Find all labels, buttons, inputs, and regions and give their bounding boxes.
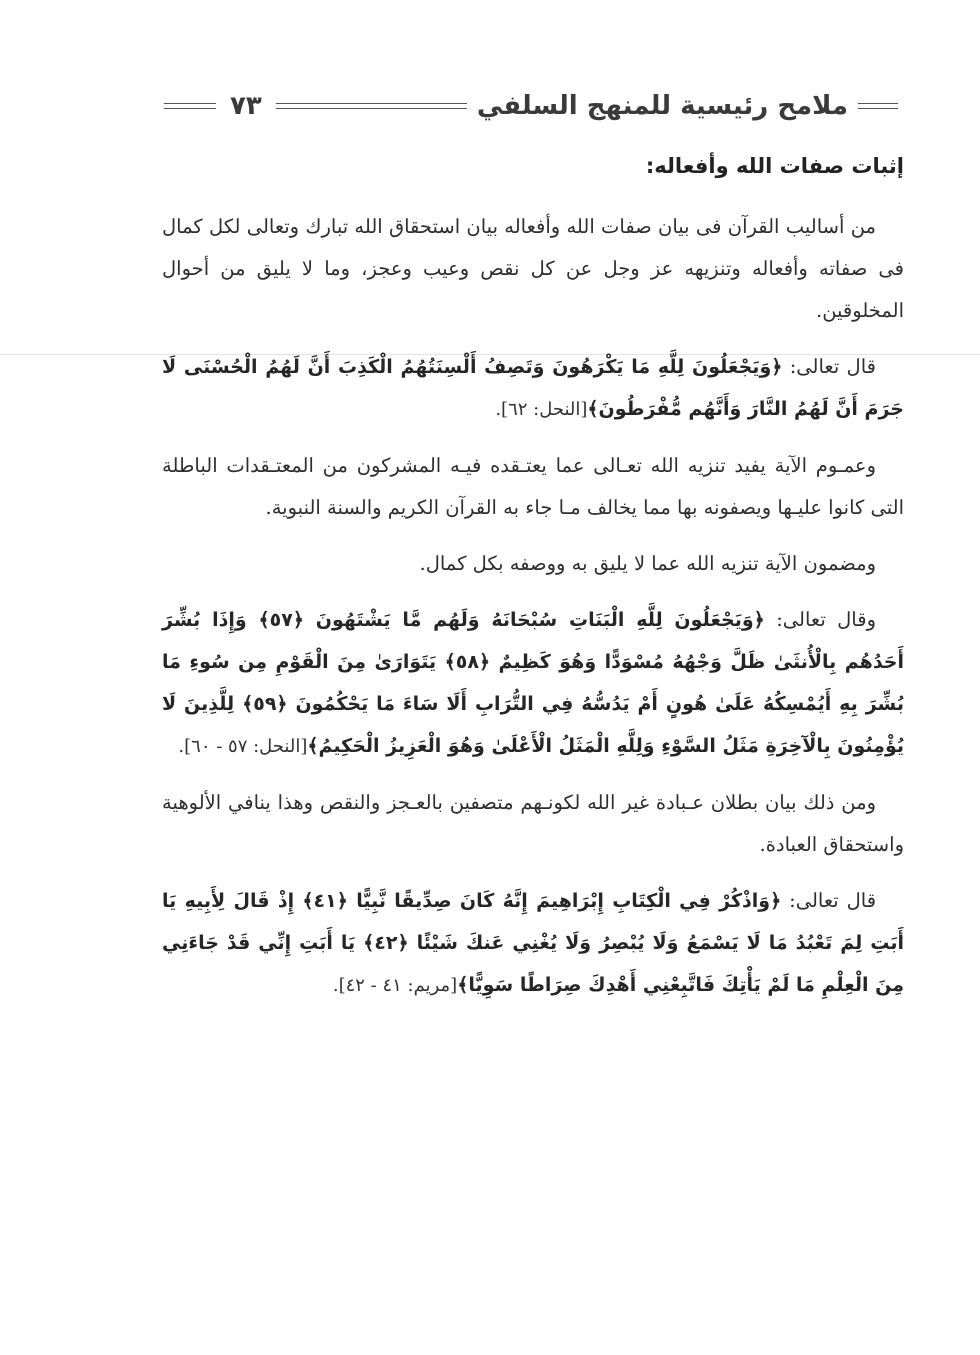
quotation-2 xyxy=(162,599,904,768)
running-title: ملامح رئيسية للمنهج السلفي xyxy=(476,91,848,121)
quotation-1-intro: قال تعالى: xyxy=(782,355,876,378)
running-header xyxy=(160,88,902,124)
header-rule-middle xyxy=(276,103,467,109)
page-number: ٧٣ xyxy=(230,91,262,121)
paragraph-3: ومضمون الآية تنزيه الله عما لا يليق به ووصفه بكل كمال. xyxy=(419,552,876,575)
quotation-1-citation: [النحل: ٦٢]. xyxy=(495,399,588,420)
quotation-3-citation: [مريم: ٤١ - ٤٢]. xyxy=(332,975,458,996)
paragraph-4: ومن ذلك بيان بطلان عـبادة غير الله لكونـهم متصفين بالعـجز والنقص وهذا ينافي الألوهية واستحقاق العبادة. xyxy=(162,791,904,856)
page-body xyxy=(162,148,904,1021)
section-heading: إثبات صفات الله وأفعاله: xyxy=(645,154,904,178)
quotation-1-verse: ﴿وَيَجْعَلُونَ لِلَّهِ مَا يَكْرَهُونَ وَتَصِفُ أَلْسِنَتُهُمُ الْكَذِبَ أَنَّ لَهُمُ الْحُسْنَى لَا جَرَمَ أَنَّ لَهُمُ النَّارَ وَأَنَّهُم مُّفْرَطُونَ﴾ xyxy=(162,356,904,420)
quotation-2-citation: [النحل: ٥٧ - ٦٠]. xyxy=(178,736,308,757)
header-rule-left xyxy=(164,103,216,109)
quotation-2-intro: وقال تعالى: xyxy=(764,608,876,631)
quotation-3-intro: قال تعالى: xyxy=(781,889,877,912)
quotation-1 xyxy=(162,346,904,431)
paragraph-2: وعمـوم الآية يفيد تنزيه الله تعـالى عما يعتـقده فيـه المشركون من المعتـقدات الباطلة التى كانوا عليـها ويصفونه بها مما يخالف مـا جاء به القرآن الكريم والسنة النبوية. xyxy=(162,454,904,519)
header-rule-right xyxy=(858,103,898,109)
quotation-3-verse: ﴿وَاذْكُرْ فِي الْكِتَابِ إِبْرَاهِيمَ إِنَّهُ كَانَ صِدِّيقًا نَّبِيًّا ﴿٤١﴾ إِذْ قَالَ لِأَبِيهِ يَا أَبَتِ لِمَ تَعْبُدُ مَا لَا يَسْمَعُ وَلَا يُبْصِرُ وَلَا يُغْنِي عَنكَ شَيْئًا ﴿٤٢﴾ يَا أَبَتِ إِنِّي قَدْ جَاءَنِي مِنَ الْعِلْمِ مَا لَمْ يَأْتِكَ فَاتَّبِعْنِي أَهْدِكَ صِرَاطًا سَوِيًّا﴾ xyxy=(162,890,904,996)
quotation-3 xyxy=(162,880,904,1007)
paragraph-1: من أساليب القرآن فى بيان صفات الله وأفعاله بيان استحقاق الله تبارك وتعالى لكل كمال فى صفاته وأفعاله وتنزيهه عز وجل عن كل نقص وعيب وعجز، وما لا يليق من أحوال المخلوقين. xyxy=(162,215,904,322)
quotation-2-verse: ﴿وَيَجْعَلُونَ لِلَّهِ الْبَنَاتِ سُبْحَانَهُ وَلَهُم مَّا يَشْتَهُونَ ﴿٥٧﴾ وَإِذَا بُشِّرَ أَحَدُهُم بِالْأُنثَىٰ ظَلَّ وَجْهُهُ مُسْوَدًّا وَهُوَ كَظِيمٌ ﴿٥٨﴾ يَتَوَارَىٰ مِنَ الْقَوْمِ مِن سُوءِ مَا بُشِّرَ بِهِ أَيُمْسِكُهُ عَلَىٰ هُونٍ أَمْ يَدُسُّهُ فِي التُّرَابِ أَلَا سَاءَ مَا يَحْكُمُونَ ﴿٥٩﴾ لِلَّذِينَ لَا يُؤْمِنُونَ بِالْآخِرَةِ مَثَلُ السَّوْءِ وَلِلَّهِ الْمَثَلُ الْأَعْلَىٰ وَهُوَ الْعَزِيزُ الْحَكِيمُ﴾ xyxy=(162,609,905,757)
